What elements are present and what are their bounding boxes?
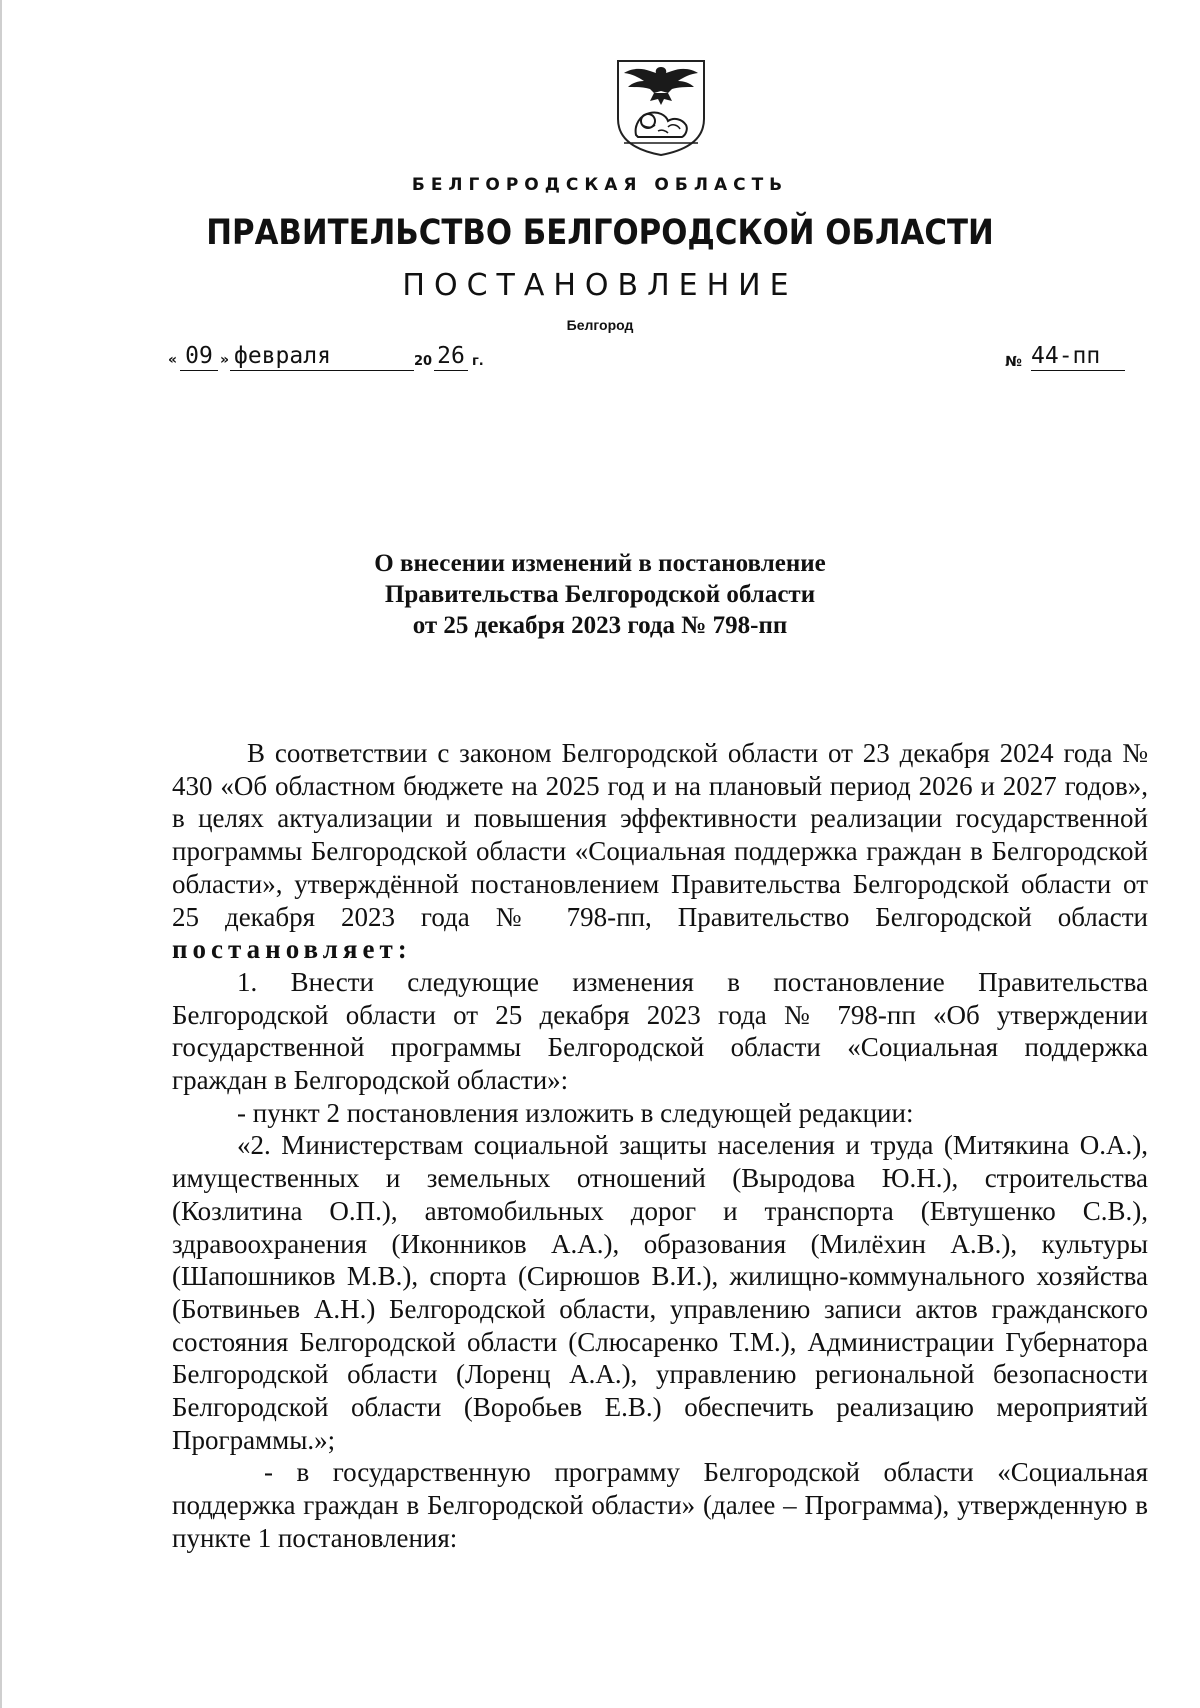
date-year-suffix: 26 — [434, 342, 468, 371]
document-title — [0, 548, 1200, 641]
document-date — [168, 342, 498, 372]
title-line-1: О внесении изменений в постановление — [374, 550, 826, 577]
coat-of-arms-emblem — [614, 57, 708, 157]
document-number — [1005, 342, 1135, 372]
date-day: 09 — [180, 342, 218, 371]
paragraph-item-2-intro: - пункт 2 постановления изложить в следующей редакции: — [237, 1097, 914, 1128]
date-year-prefix: 20 — [414, 354, 433, 369]
date-close-quote: » — [220, 352, 230, 368]
date-month: февраля — [230, 342, 414, 371]
document-type: ПОСТАНОВЛЕНИЕ — [402, 268, 798, 303]
preamble-decree-word: постановляет: — [172, 934, 412, 965]
document-body — [172, 737, 1148, 1555]
number-value: 44-пп — [1031, 342, 1125, 371]
paragraph-preamble — [172, 737, 1148, 966]
title-line-3: от 25 декабря 2023 года № 798-пп — [412, 612, 788, 639]
number-sign: № — [1005, 354, 1022, 370]
title-line-2: Правительства Белгородской области — [384, 581, 816, 608]
paragraph-item-1: 1. Внести следующие изменения в постановление Правительства Белгородской области от 25 декабря 2023 года № 798-пп «Об утверждении государственной программы Белгородской области «Социальная поддержка граждан в Белгородской области»: — [172, 966, 1148, 1096]
city-name: Белгород — [566, 317, 634, 333]
scan-edge — [0, 0, 2, 1708]
paragraph-item-2-text: «2. Министерствам социальной защиты населения и труда (Митякина О.А.), имущественных и земельных отношений (Выродова Ю.Н.), строительства (Козлитина О.П.), автомобильных дорог и транспорта (Евтушенко С.В.), здравоохранения (Иконников А.А.), образования (Милёхин А.В.), культуры (Шапошников М.В.), спорта (Сирюшов В.И.), жилищно-коммунального хозяйства (Ботвиньев А.Н.) Белгородской области, управлению записи актов гражданского состояния Белгородской области (Слюсаренко Т.М.), Администрации Губернатора Белгородской области (Лоренц А.А.), управлению региональной безопасности Белгородской области (Воробьев Е.В.) обеспечить реализацию мероприятий Программы.»; — [172, 1130, 1148, 1455]
preamble-text: В соответствии с законом Белгородской области от 23 декабря 2024 года № 430 «Об областном бюджете на 2025 год и на плановый период 2026 и 2027 годов», в целях актуализации и повышения эффективности реализации государственной программы Белгородской области «Социальная поддержка граждан в Белгородской области», утверждённой постановлением Правительства Белгородской области от 25 декабря 2023 года № 798-пп, Правительство Белгородской области — [172, 738, 1148, 932]
paragraph-program-changes: - в государственную программу Белгородской области «Социальная поддержка граждан в Белгородской области» (далее – Программа), утвержденную в пункте 1 постановления: — [172, 1457, 1148, 1553]
region-name: БЕЛГОРОДСКАЯ ОБЛАСТЬ — [411, 175, 789, 195]
date-year-mark: г. — [472, 354, 484, 369]
government-name: ПРАВИТЕЛЬСТВО БЕЛГОРОДСКОЙ ОБЛАСТИ — [206, 213, 994, 253]
date-open-quote: « — [168, 352, 178, 368]
